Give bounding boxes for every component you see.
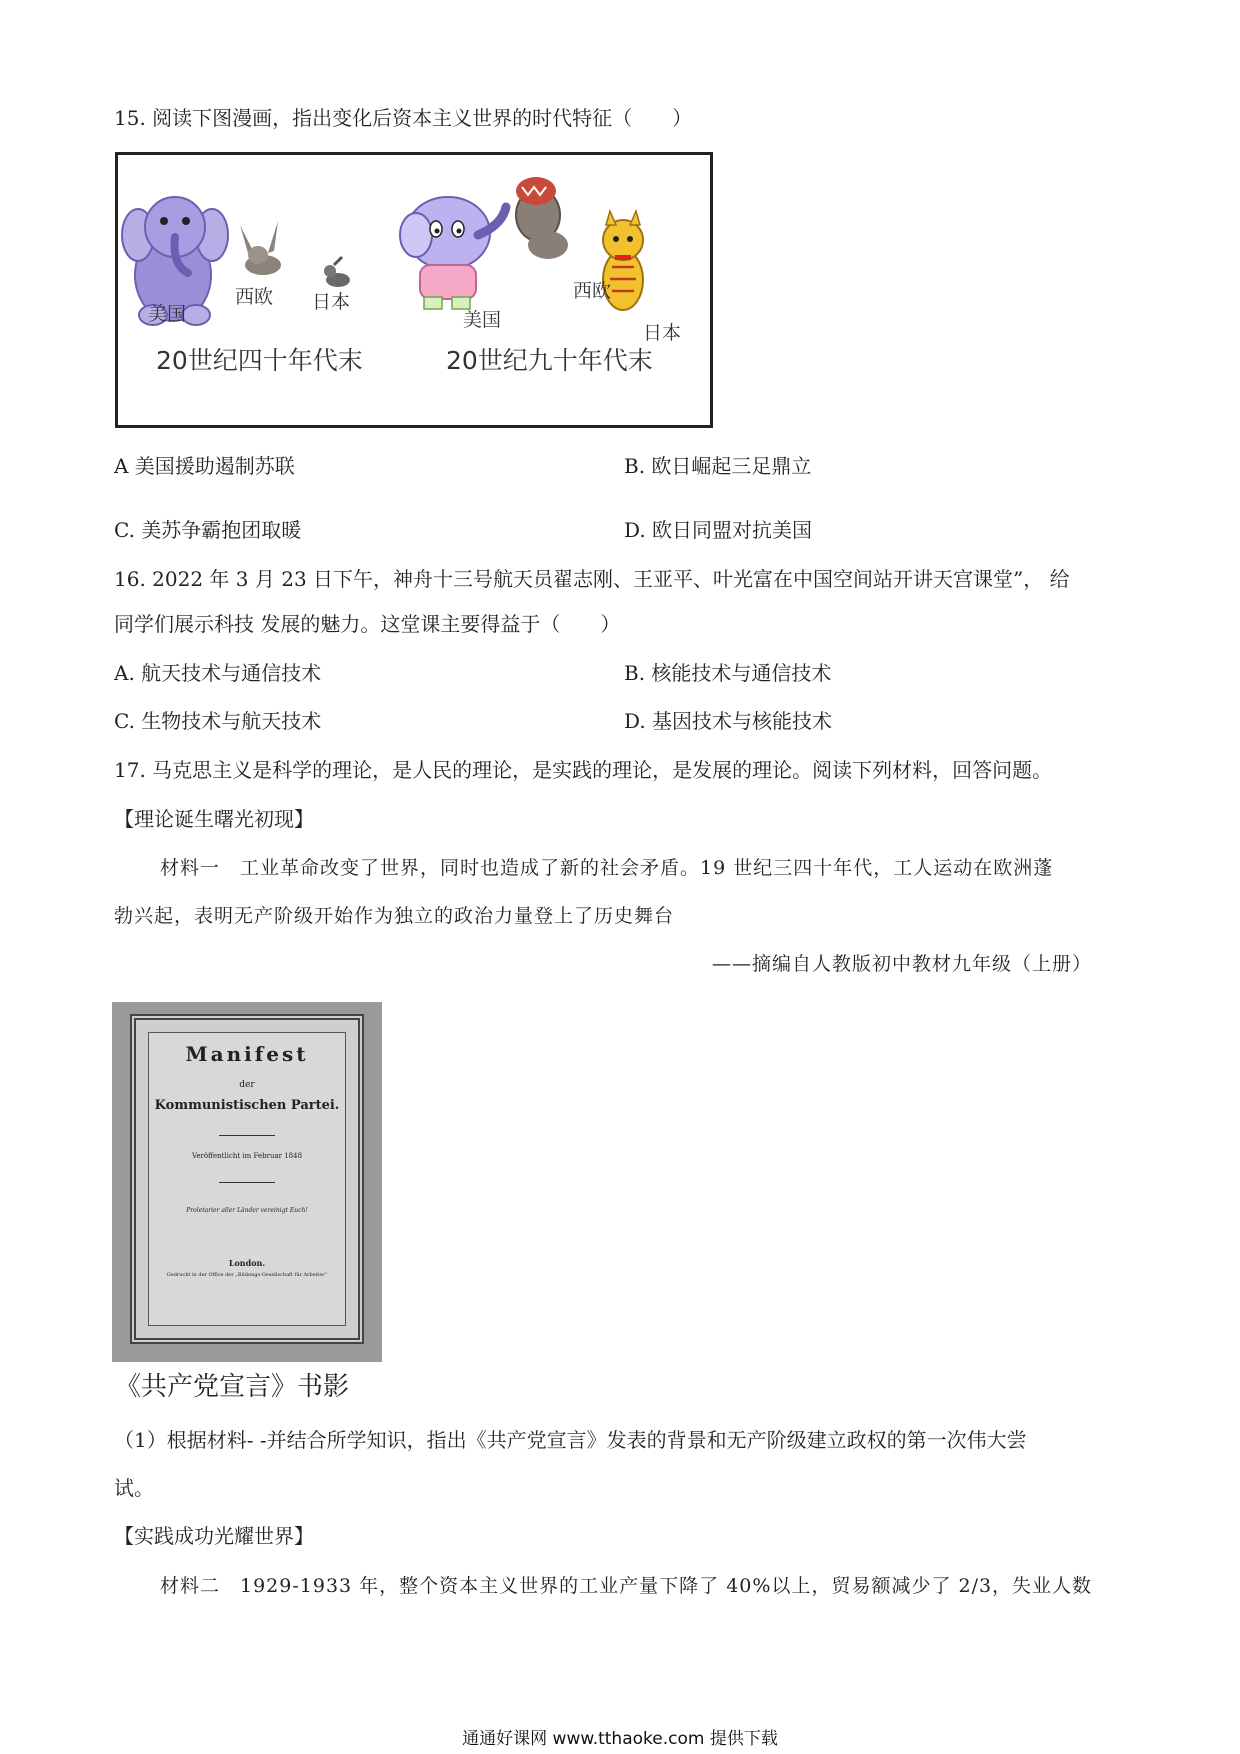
left-era-label: 20世纪四十年代末 [156,346,363,375]
hippo-west-europe-icon [516,177,568,259]
q15-option-a: A 美国援助遏制苏联 [114,454,295,478]
manifesto-printer: Gedruckt in der Office der „Bildungs-Gesellschaft für Arbeiter“ [166,1272,328,1278]
cartoon-illustration [118,155,710,425]
manifesto-title3: Kommunistischen Partei. [154,1098,340,1113]
q16-stem-line1: 16. 2022 年 3 月 23 日下午，神舟十三号航天员翟志刚、王亚平、叶光富在中国空间站开讲天宫课堂”， 给 [114,567,1070,591]
q16-option-a: A. 航天技术与通信技术 [114,661,322,685]
q17-section2-heading: 【实践成功光耀世界】 [114,1524,314,1548]
q17-section1-heading: 【理论诞生曙光初现】 [114,807,314,831]
right-west-europe-label: 西欧 [573,280,612,302]
manifesto-motto: Proletarier aller Länder vereinigt Euch! [186,1207,308,1214]
elephant-usa-1990s-icon [400,197,506,309]
manifesto-caption: 《共产党宣言》书影 [115,1372,350,1402]
left-west-europe-label: 西欧 [235,286,274,308]
q16-option-d: D. 基因技术与核能技术 [624,709,833,733]
q17-stem: 17. 马克思主义是科学的理论，是人民的理论，是实践的理论，是发展的理论。阅读下列材料，回答问题。 [114,758,1053,782]
manifesto-published: Veröffentlicht im Februar 1848 [191,1152,303,1160]
right-usa-label: 美国 [463,309,502,331]
q15-stem: 15. 阅读下图漫画，指出变化后资本主义世界的时代特征（ ） [114,106,693,130]
manifesto-cover-image [112,1002,382,1362]
q17-material1-line1: 材料一 工业革命改变了世界，同时也造成了新的社会矛盾。19 世纪三四十年代，工人运动在欧洲蓬 [160,857,1054,879]
q17-sub1-line1: （1）根据材料- -并结合所学知识，指出《共产党宣言》发表的背景和无产阶级建立政权的第一次伟大尝 [114,1428,1027,1452]
q15-option-d: D. 欧日同盟对抗美国 [624,518,813,542]
manifesto-title1: Manifest [185,1042,309,1066]
left-japan-label: 日本 [312,291,351,313]
small-animal-japan-icon [324,257,350,287]
page-footer: 通通好课网 www.tthaoke.com 提供下载 [462,1729,778,1749]
q16-option-b: B. 核能技术与通信技术 [624,661,832,685]
q17-material1-source: ——摘编自人教版初中教材九年级（上册） [712,953,1093,975]
q16-option-c: C. 生物技术与航天技术 [114,709,322,733]
left-usa-label: 美国 [148,303,187,325]
q16-stem-line2: 同学们展示科技 发展的魅力。这堂课主要得益于（ ） [114,612,621,636]
q17-sub1-line2: 试。 [114,1476,154,1500]
q17-material1-line2: 勃兴起，表明无产阶级开始作为独立的政治力量登上了历史舞台 [114,905,675,927]
manifesto-title2: der [239,1080,255,1090]
right-era-label: 20世纪九十年代末 [446,346,653,375]
right-japan-label: 日本 [643,322,682,344]
donkey-west-europe-icon [240,221,281,275]
manifesto-city: London. [228,1258,266,1268]
cartoon-figure [115,152,713,428]
q15-option-b: B. 欧日崛起三足鼎立 [624,454,812,478]
q17-material2-line1: 材料二 1929-1933 年，整个资本主义世界的工业产量下降了 40%以上，贸易额减少了 2/3，失业人数 [160,1575,1093,1597]
q15-option-c: C. 美苏争霸抱团取暖 [114,518,302,542]
